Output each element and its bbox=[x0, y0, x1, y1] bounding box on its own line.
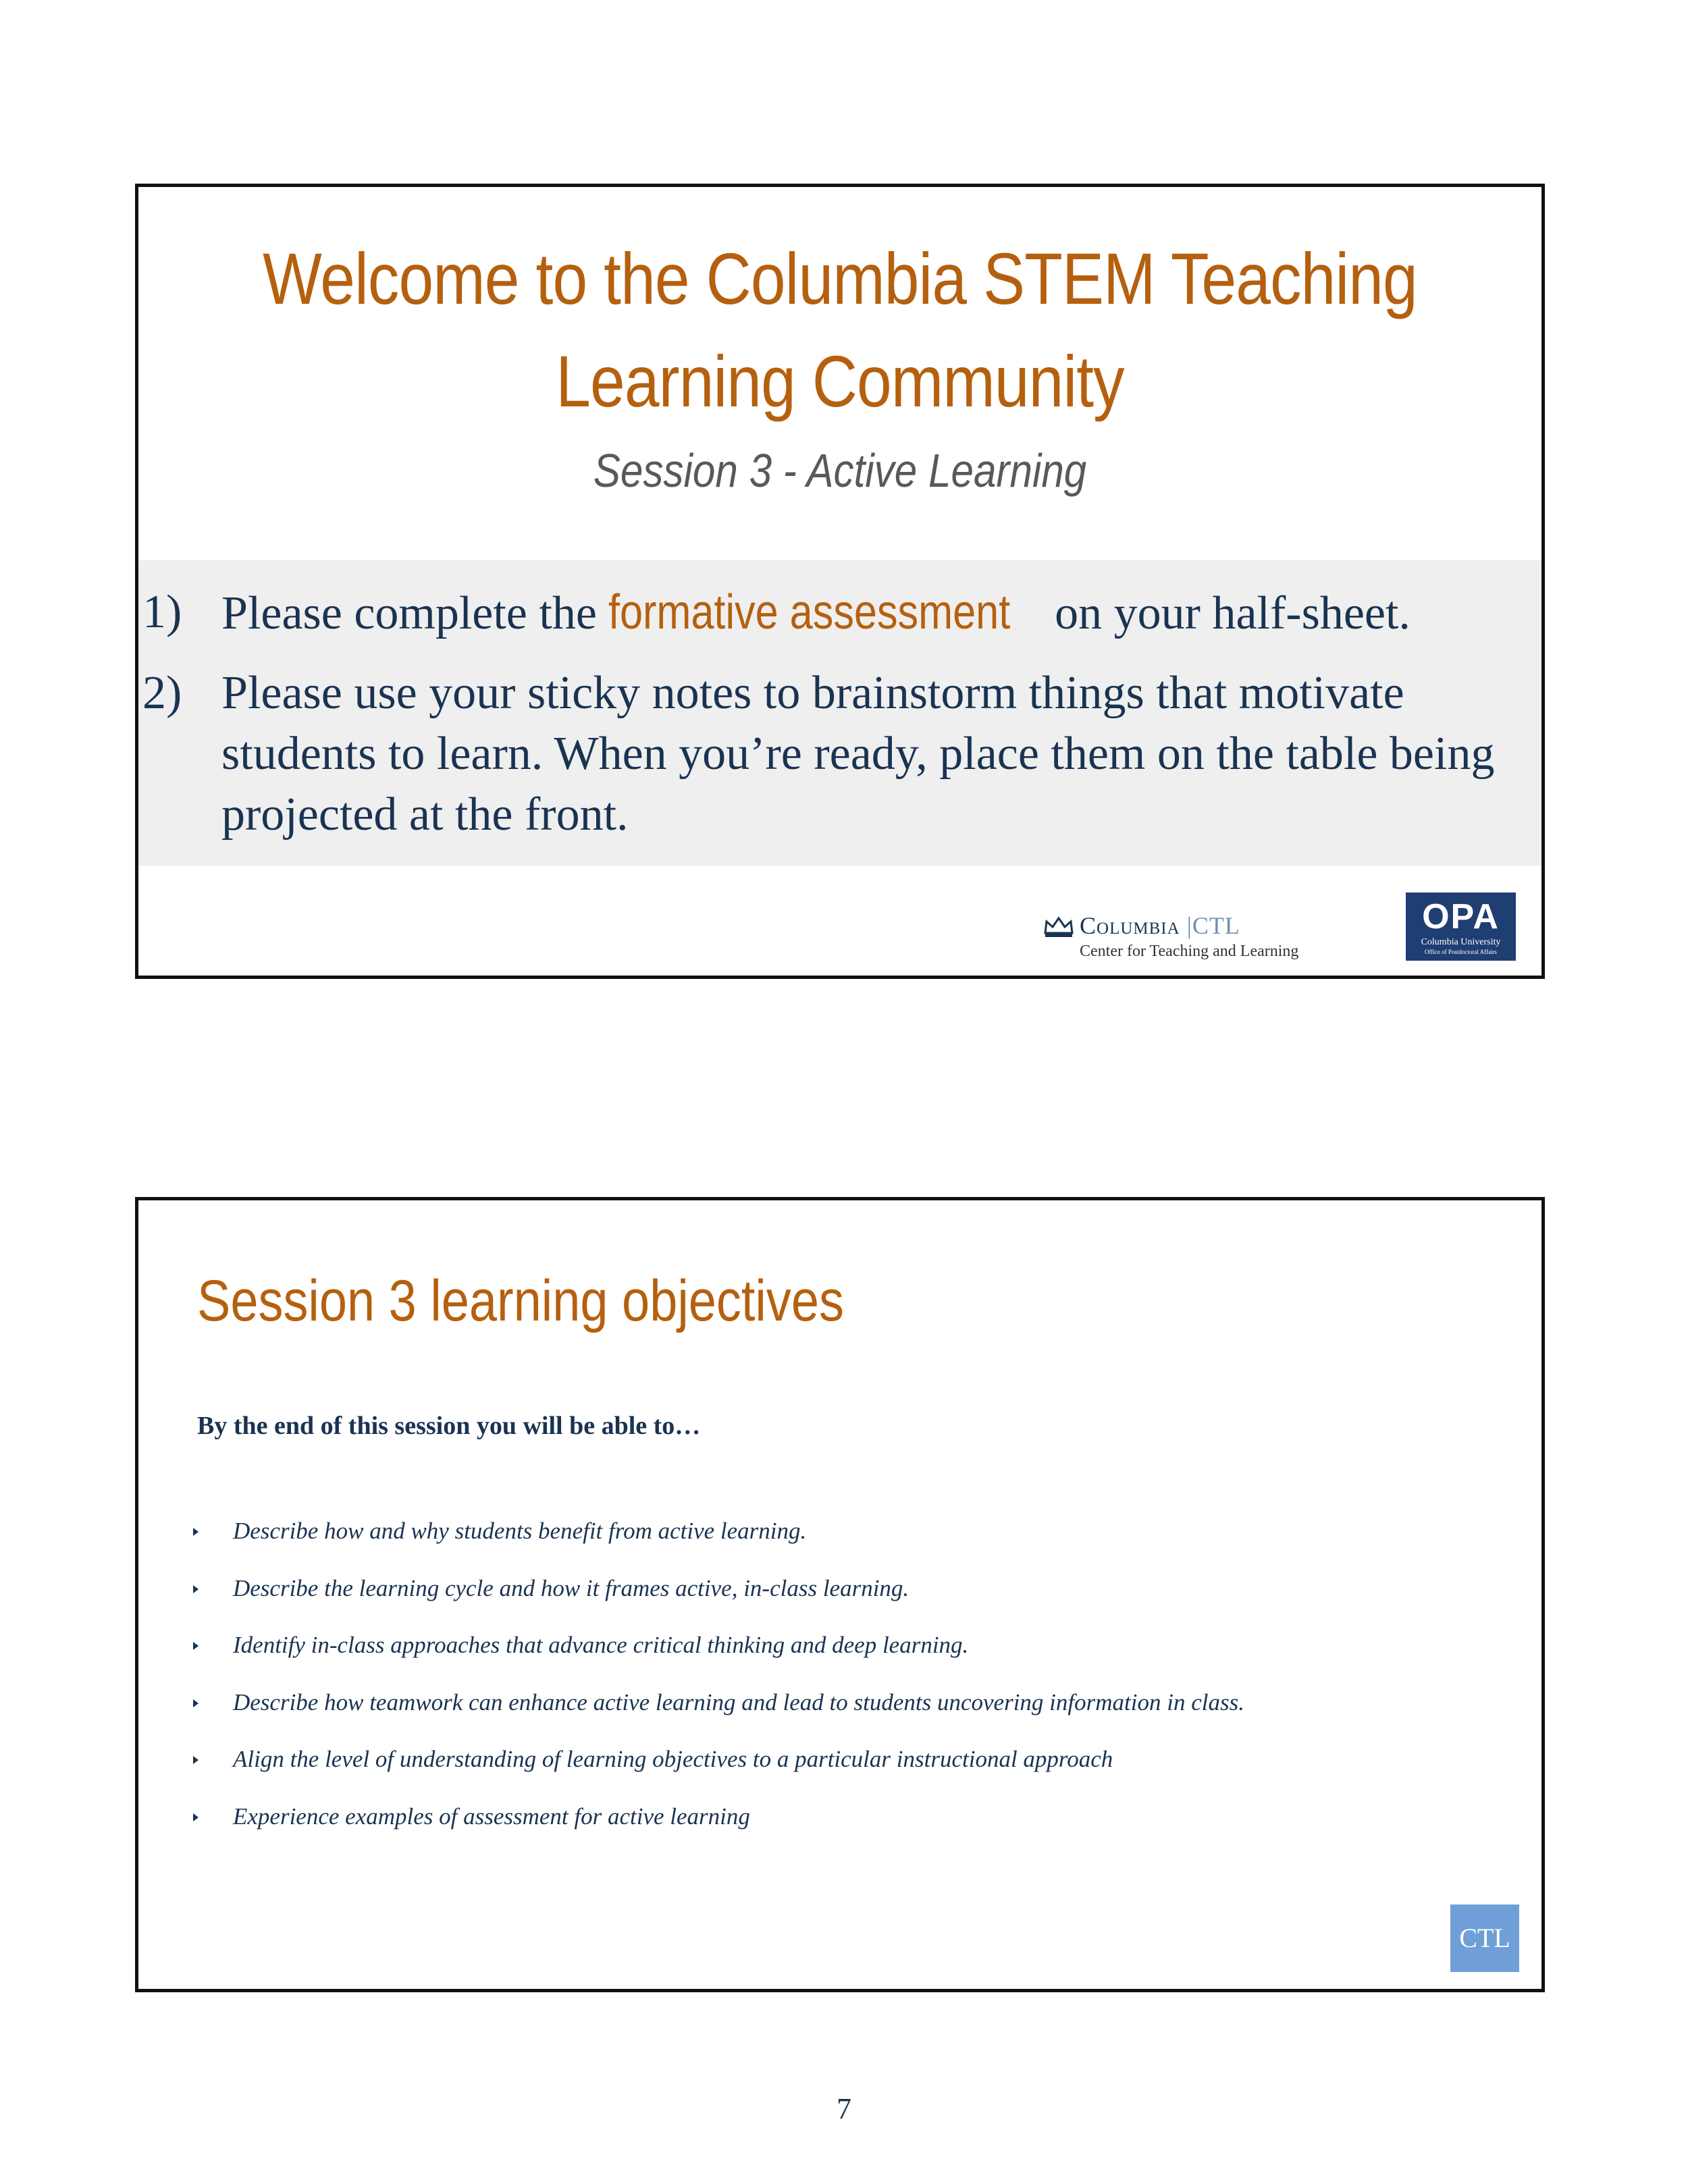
objective-text: Experience examples of assessment for active learning bbox=[233, 1803, 750, 1830]
ctl-logo-abbr: CTL bbox=[1192, 912, 1240, 939]
triangle-bullet-icon bbox=[192, 1699, 199, 1708]
objective-item bbox=[138, 1575, 1541, 1632]
objective-item bbox=[138, 1803, 1541, 1861]
ctl-logo-separator: | bbox=[1186, 912, 1192, 939]
objective-text: Align the level of understanding of learning objectives to a particular instructional approach bbox=[233, 1746, 1113, 1772]
instruction-text-after: on your half-sheet. bbox=[1043, 587, 1410, 639]
slide-learning-objectives bbox=[135, 1197, 1545, 1992]
objective-item bbox=[138, 1746, 1541, 1803]
instruction-text-before: Please complete the bbox=[221, 587, 609, 639]
opa-logo bbox=[1406, 893, 1516, 961]
instruction-number: 1) bbox=[142, 586, 182, 638]
opa-logo-line-2: Office of Postdoctoral Affairs bbox=[1425, 949, 1497, 955]
objective-text: Describe the learning cycle and how it frames active, in-class learning. bbox=[233, 1574, 909, 1601]
crown-icon bbox=[1043, 915, 1074, 938]
triangle-bullet-icon bbox=[192, 1755, 199, 1765]
slide-title-line-2: Learning Community bbox=[556, 340, 1124, 422]
ctl-logo-columbia: Columbia bbox=[1080, 912, 1180, 939]
objectives-list bbox=[138, 1518, 1541, 1860]
triangle-bullet-icon bbox=[192, 1584, 199, 1594]
slide-title bbox=[236, 228, 1443, 433]
slide-title-line-1: Welcome to the Columbia STEM Teaching bbox=[263, 238, 1417, 319]
slide-welcome bbox=[135, 184, 1545, 979]
triangle-bullet-icon bbox=[192, 1813, 199, 1822]
ctl-logo-subtitle: Center for Teaching and Learning bbox=[1080, 942, 1299, 960]
instruction-number: 2) bbox=[142, 667, 182, 719]
objective-text: Describe how teamwork can enhance active learning and lead to students uncovering information in class. bbox=[233, 1688, 1244, 1715]
triangle-bullet-icon bbox=[192, 1527, 199, 1537]
triangle-bullet-icon bbox=[192, 1641, 199, 1651]
slide-subtitle: Session 3 - Active Learning bbox=[593, 444, 1087, 497]
objective-item bbox=[138, 1518, 1541, 1575]
opa-logo-mark: OPA bbox=[1422, 897, 1500, 936]
columbia-ctl-logo bbox=[1043, 911, 1313, 965]
instruction-highlight: formative assessment bbox=[608, 585, 1011, 639]
slide-title: Session 3 learning objectives bbox=[197, 1269, 844, 1333]
instruction-text: Please use your sticky notes to brainstorm things that motivate students to learn. When you’re ready, place them on the table being projected at the front. bbox=[221, 667, 1495, 841]
objective-item bbox=[138, 1632, 1541, 1689]
instruction-item-2 bbox=[138, 663, 1528, 845]
ctl-logo-badge: CTL bbox=[1450, 1905, 1519, 1972]
ctl-logo-name bbox=[1080, 911, 1240, 940]
opa-logo-line-1: Columbia University bbox=[1421, 937, 1501, 947]
page-number: 7 bbox=[837, 2092, 851, 2125]
objective-item bbox=[138, 1689, 1541, 1747]
objective-text: Describe how and why students benefit from active learning. bbox=[233, 1518, 807, 1544]
objectives-lead: By the end of this session you will be able to… bbox=[197, 1412, 701, 1440]
objective-text: Identify in-class approaches that advance critical thinking and deep learning. bbox=[233, 1632, 969, 1658]
instruction-item-1 bbox=[138, 582, 1528, 644]
